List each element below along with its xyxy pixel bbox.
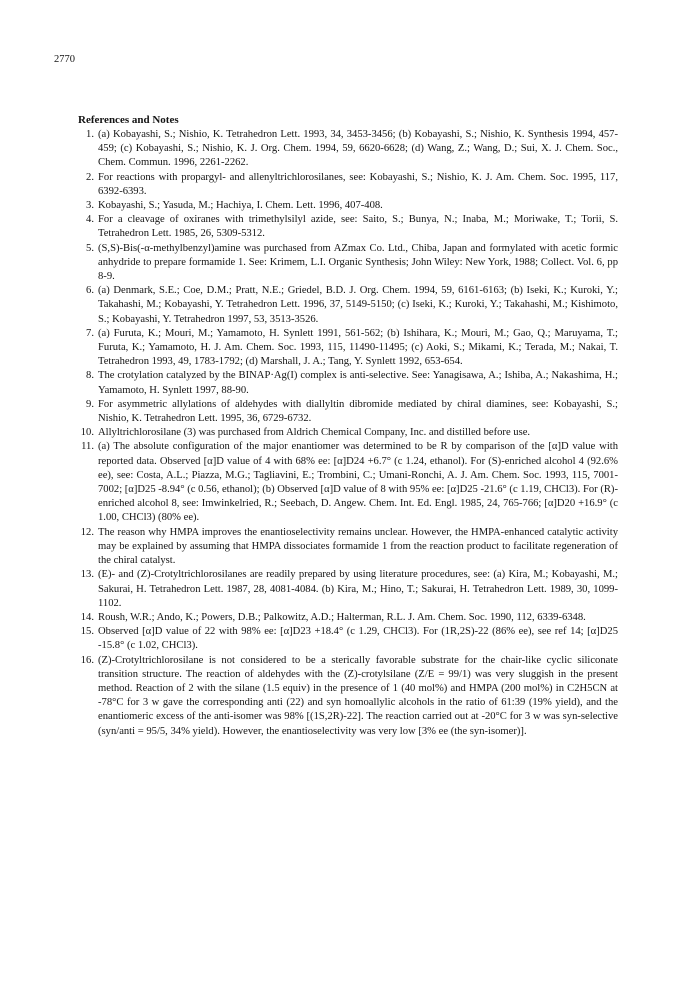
reference-number: 5. [86,242,94,254]
reference-text: (a) Furuta, K.; Mouri, M.; Yamamoto, H. Synlett 1991, 561-562; (b) Ishihara, K.; Mouri, M.; Gao, Q.; Maruyama, T.; Furuta, K.; Yamamoto, H. J. Am. Chem. Soc. 1993, 115, 11490-11495; (c) Aoki, S.; Mikami, K.; Terada, M.; Nakai, T. Tetrahedron 1993, 49, 1783-1792; (d) Marshall, J. A.; Tang, Y. Synlett 1992, 653-654. [98,327,618,368]
reference-text: Roush, W.R.; Ando, K.; Powers, D.B.; Palkowitz, A.D.; Halterman, R.L. J. Am. Chem. Soc. 1990, 112, 6339-6348. [98,611,586,623]
reference-11 [78,440,618,525]
reference-number: 9. [86,398,94,410]
reference-number: 2. [86,171,94,183]
reference-text: (E)- and (Z)-Crotyltrichlorosilanes are readily prepared by using literature procedures, see: (a) Kira, M.; Kobayashi, M.; Sakurai, H. Tetrahedron Lett. 1987, 28, 4081-4084. (b) Kira, M.; Hino, T.; Sakurai, H. Tetrahedron Lett. 1989, 30, 1099-1102. [98,569,618,609]
reference-text: The reason why HMPA improves the enantioselectivity remains unclear. However, the HMPA-enhanced catalytic activity may be explained by assuming that HMPA dissociates formamide 1 from the reaction product to facilitate regeneration of the chiral catalyst. [98,526,618,567]
reference-2 [78,171,618,199]
reference-1 [78,128,618,171]
reference-3 [78,199,618,213]
reference-text: For asymmetric allylations of aldehydes with diallyltin dibromide mediated by chiral diamines, see: Kobayashi, S.; Nishio, K. Tetrahedron Lett. 1995, 36, 6729-6732. [98,398,618,425]
reference-14 [78,611,618,625]
reference-text: (a) The absolute configuration of the major enantiomer was determined to be R by comparison of the [α]D value with reported data. Observed [α]D value of 4 with 68% ee: [α]D24 +6.7° (c 1.24, ethanol). For (S)-enriched alcohol 4 (92.6% ee), see: Costa, A.L.; Piazza, M.G.; Tagliavini, E.; Trombini, C.; Umani-Ronchi, A. J. Am. Chem. Soc. 1993, 115, 7001-7002; [α]D25 -8.94° (c 0.56, ethanol); (b) Observed [α]D value of 8 with 95% ee: [α]D25 -21.6° (c 1.19, CHCl3). For (R)-enriched alcohol 8, see: Imwinkelried, R.; Seebach, D. Angew. Chem. Int. Ed. Engl. 1985, 24, 765-766; [α]D20 +16.9° (c 1.00, CHCl3) (80% ee). [98,441,618,524]
reference-7 [78,327,618,370]
reference-number: 11. [81,441,94,453]
reference-4 [78,213,618,241]
reference-number: 1. [86,129,94,140]
reference-13 [78,568,618,611]
reference-9 [78,398,618,426]
reference-5 [78,242,618,285]
reference-text: (a) Denmark, S.E.; Coe, D.M.; Pratt, N.E.; Griedel, B.D. J. Org. Chem. 1994, 59, 6161-6163; (b) Iseki, K.; Kuroki, Y.; Takahashi, M.; Kobayashi, Y. Tetrahedron Lett. 1996, 37, 5149-5150; (c) Iseki, K.; Kuroki, Y.; Takahashi, M.; Kishimoto, S.; Kobayashi, Y. Tetrahedron 1997, 53, 3513-3526. [98,285,618,325]
reference-12 [78,526,618,569]
reference-number: 15. [80,626,94,638]
reference-number: 13. [80,569,94,581]
reference-text: The crotylation catalyzed by the BINAP·Ag(I) complex is anti-selective. See: Yanagisawa, A.; Ishiba, A.; Nakashima, H.; Yamamoto, H. Synlett 1997, 88-90. [98,370,618,396]
references-list [78,128,618,739]
reference-number: 8. [86,370,94,382]
reference-text: (S,S)-Bis(-α-methylbenzyl)amine was purchased from AZmax Co. Ltd., Chiba, Japan and formylated with acetic formic anhydride to prepare formamide 1. See: Krimem, L.I. Organic Synthesis; John Wiley: New York, 1988; Collect. Vol. 6, pp 8-9. [98,242,618,283]
reference-number: 6. [86,285,94,297]
reference-number: 12. [80,526,94,538]
reference-number: 4. [86,214,94,226]
page-number: 2770 [54,54,75,65]
reference-number: 7. [86,327,94,339]
reference-text: For reactions with propargyl- and allenyltrichlorosilanes, see: Kobayashi, S.; Nishio, K. J. Am. Chem. Soc. 1995, 117, 6392-6393. [98,171,618,197]
reference-text: Allyltrichlorosilane (3) was purchased from Aldrich Chemical Company, Inc. and distilled before use. [98,427,531,439]
reference-8 [78,369,618,397]
reference-text: Kobayashi, S.; Yasuda, M.; Hachiya, I. Chem. Lett. 1996, 407-408. [98,200,383,212]
reference-number: 14. [80,611,94,623]
reference-text: (a) Kobayashi, S.; Nishio, K. Tetrahedron Lett. 1993, 34, 3453-3456; (b) Kobayashi, S.; Nishio, K. Synthesis 1994, 457-459; (c) Kobayashi, S.; Nishio, K. J. Org. Chem. 1994, 59, 6620-6628; (d) Wang, Z.; Wang, D.; Sui, X. J. Chem. Soc., Chem. Commun. 1996, 2261-2262. [98,129,618,169]
reference-number: 10. [80,427,94,439]
reference-16 [78,654,618,739]
section-title: References and Notes [78,114,179,126]
reference-10 [78,426,618,440]
reference-number: 16. [80,654,94,666]
reference-text: Observed [α]D value of 22 with 98% ee: [α]D23 +18.4° (c 1.29, CHCl3). For (1R,2S)-22 (86% ee), see ref 14; [α]D25 -15.8° (c 1.02, CHCl3). [98,626,618,652]
reference-text: (Z)-Crotyltrichlorosilane is not considered to be a sterically favorable substrate for the chair-like cyclic siliconate transition structure. The reaction of aldehydes with the (Z)-crotylsilane (Z/E = 99/1) was very sluggish in the present method. Reaction of 2 with the silane (1.5 equiv) in the presence of 1 (40 mol%) and HMPA (200 mol%) in C2H5CN at -78°C for 3 w gave the corresponding anti (22) and syn homoallylic alcohols in the ratio of 61:39 (19% yield), and the enantiomeric excess of the anti-isomer was 98% [(1S,2R)-22]. The reaction carried out at -20°C for 3 w was syn-selective (syn/anti = 95/5, 34% yield). However, the enantioselectivity was very low [3% ee (the syn-isomer)]. [98,654,618,737]
reference-15 [78,625,618,653]
reference-number: 3. [86,200,94,212]
reference-6 [78,284,618,327]
reference-text: For a cleavage of oxiranes with trimethylsilyl azide, see: Saito, S.; Bunya, N.; Inaba, M.; Moriwake, T.; Torii, S. Tetrahedron Lett. 1985, 26, 5309-5312. [98,214,618,240]
